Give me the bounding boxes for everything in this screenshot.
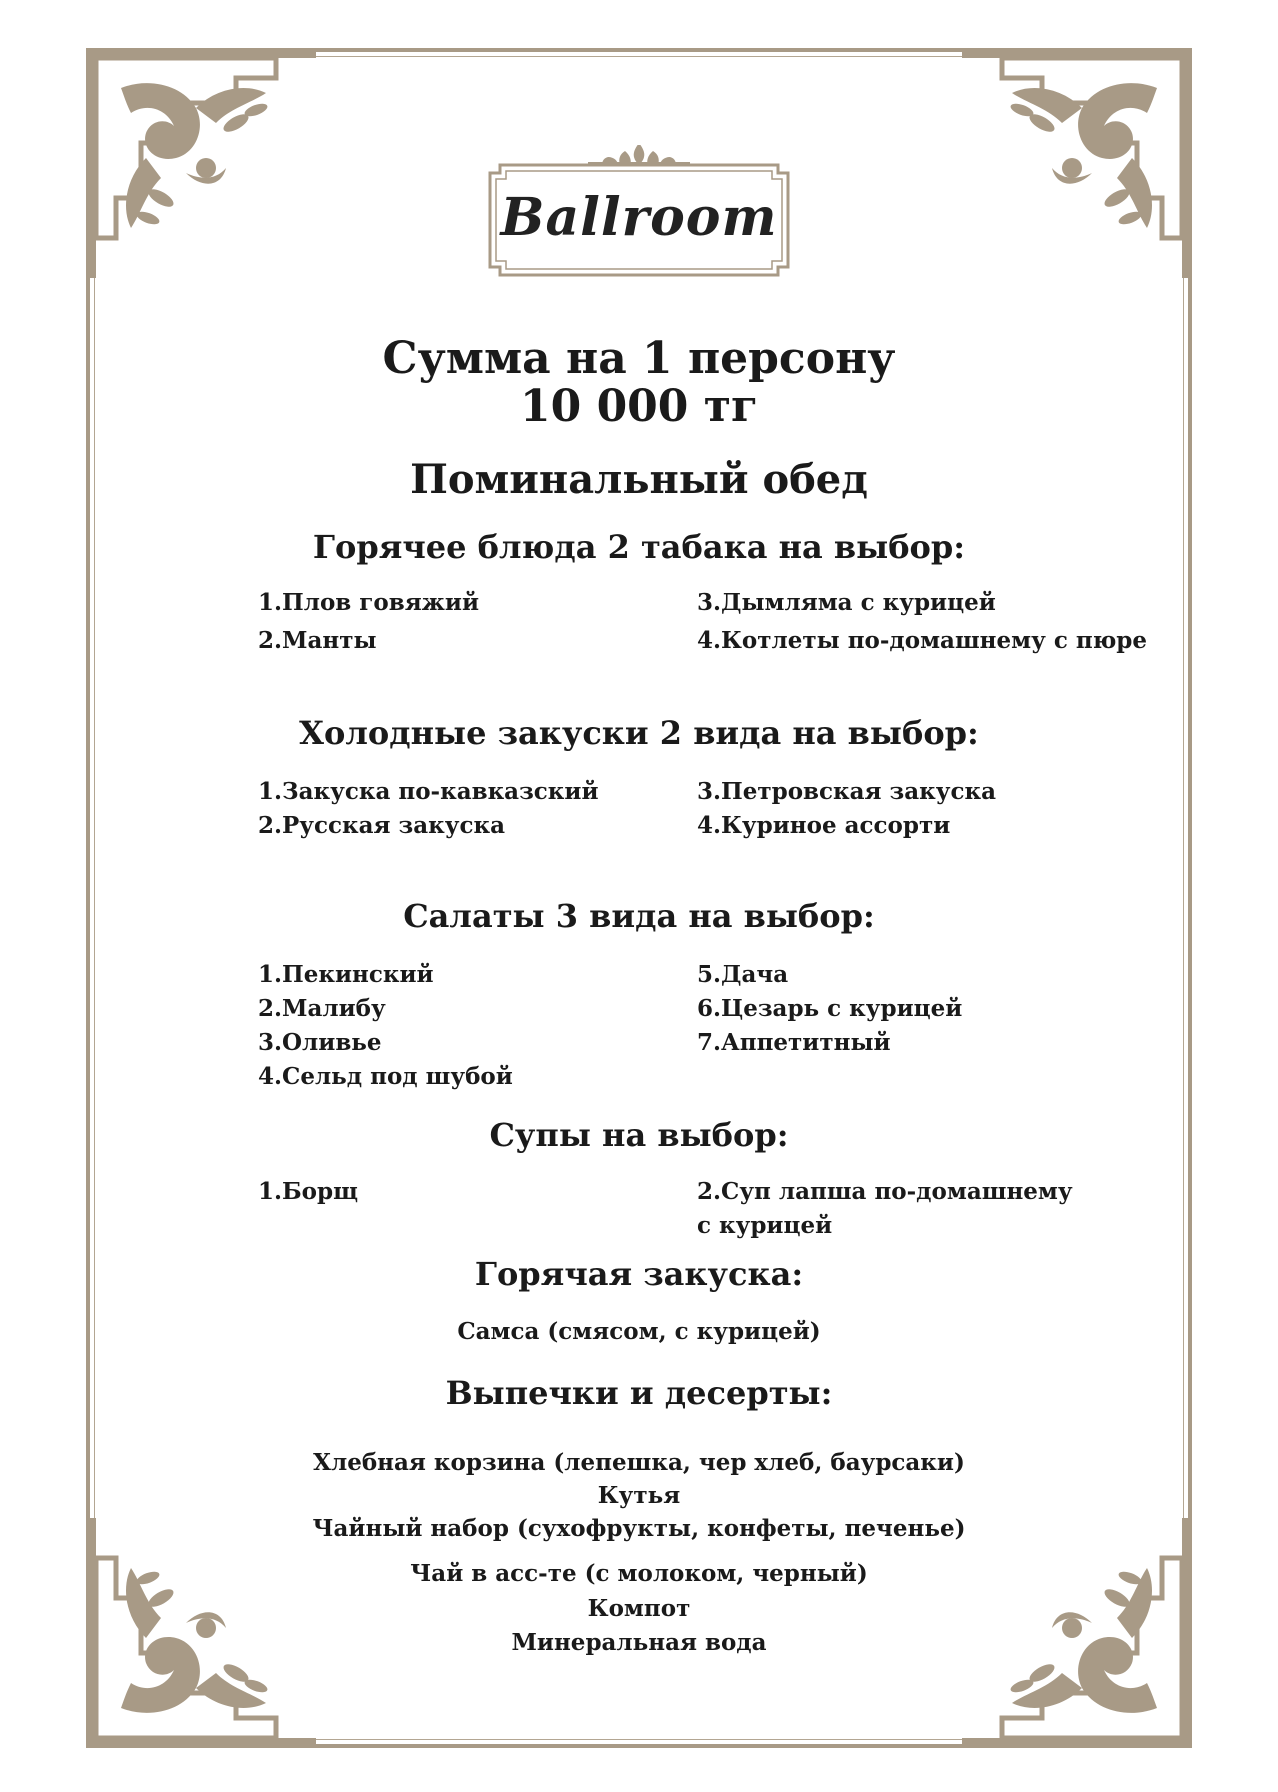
- list-item: Компот: [587, 1595, 691, 1622]
- list-item: 6.Цезарь с курицей: [697, 995, 963, 1022]
- logo: [480, 145, 798, 295]
- list-item: Хлебная корзина (лепешка, чер хлеб, баурсаки): [313, 1449, 965, 1476]
- section-heading-hot-snack: Горячая закуска:: [474, 1255, 804, 1293]
- price-per-person-label: Сумма на 1 персону: [382, 333, 896, 384]
- list-item: 1.Пекинский: [258, 961, 434, 988]
- list-item: 2.Малибу: [258, 995, 386, 1022]
- section-heading-salads: Салаты 3 вида на выбор:: [403, 897, 875, 935]
- section-heading-soups: Супы на выбор:: [489, 1116, 789, 1154]
- menu-title: Поминальный обед: [410, 456, 868, 503]
- list-item: 4.Сельд под шубой: [258, 1063, 513, 1090]
- corner-ornament-icon: [962, 48, 1192, 278]
- list-item: Чай в асс-те (с молоком, черный): [410, 1560, 868, 1587]
- list-item: 3.Дымляма с курицей: [697, 589, 996, 616]
- list-item: 1.Борщ: [258, 1178, 358, 1205]
- list-item: 1.Плов говяжий: [258, 589, 480, 616]
- list-item: 3.Петровская закуска: [697, 778, 996, 805]
- section-heading-cold: Холодные закуски 2 вида на выбор:: [299, 714, 979, 752]
- list-item: 4.Куриное ассорти: [697, 812, 951, 839]
- list-item: Кутья: [597, 1482, 681, 1509]
- list-item: 2.Манты: [258, 627, 377, 654]
- list-item: 5.Дача: [697, 961, 789, 988]
- section-heading-pastry: Выпечки и десерты:: [445, 1374, 833, 1412]
- list-item: Самса (смясом, с курицей): [457, 1318, 821, 1345]
- list-item: 4.Котлеты по-домашнему с пюре: [697, 627, 1148, 654]
- price-amount: 10 000 тг: [520, 381, 758, 432]
- list-item: 7.Аппетитный: [697, 1029, 891, 1056]
- list-item: 1.Закуска по-кавказский: [258, 778, 599, 805]
- list-item: 3.Оливье: [258, 1029, 382, 1056]
- brand-name: Ballroom: [500, 187, 778, 248]
- list-item: Чайный набор (сухофрукты, конфеты, печенье): [312, 1515, 966, 1542]
- list-item: с курицей: [697, 1212, 833, 1239]
- corner-ornament-icon: [86, 48, 316, 278]
- list-item: Минеральная вода: [511, 1629, 767, 1656]
- list-item: 2.Суп лапша по-домашнему: [697, 1178, 1073, 1205]
- list-item: 2.Русская закуска: [258, 812, 505, 839]
- section-heading-hot: Горячее блюда 2 табака на выбор:: [312, 528, 966, 566]
